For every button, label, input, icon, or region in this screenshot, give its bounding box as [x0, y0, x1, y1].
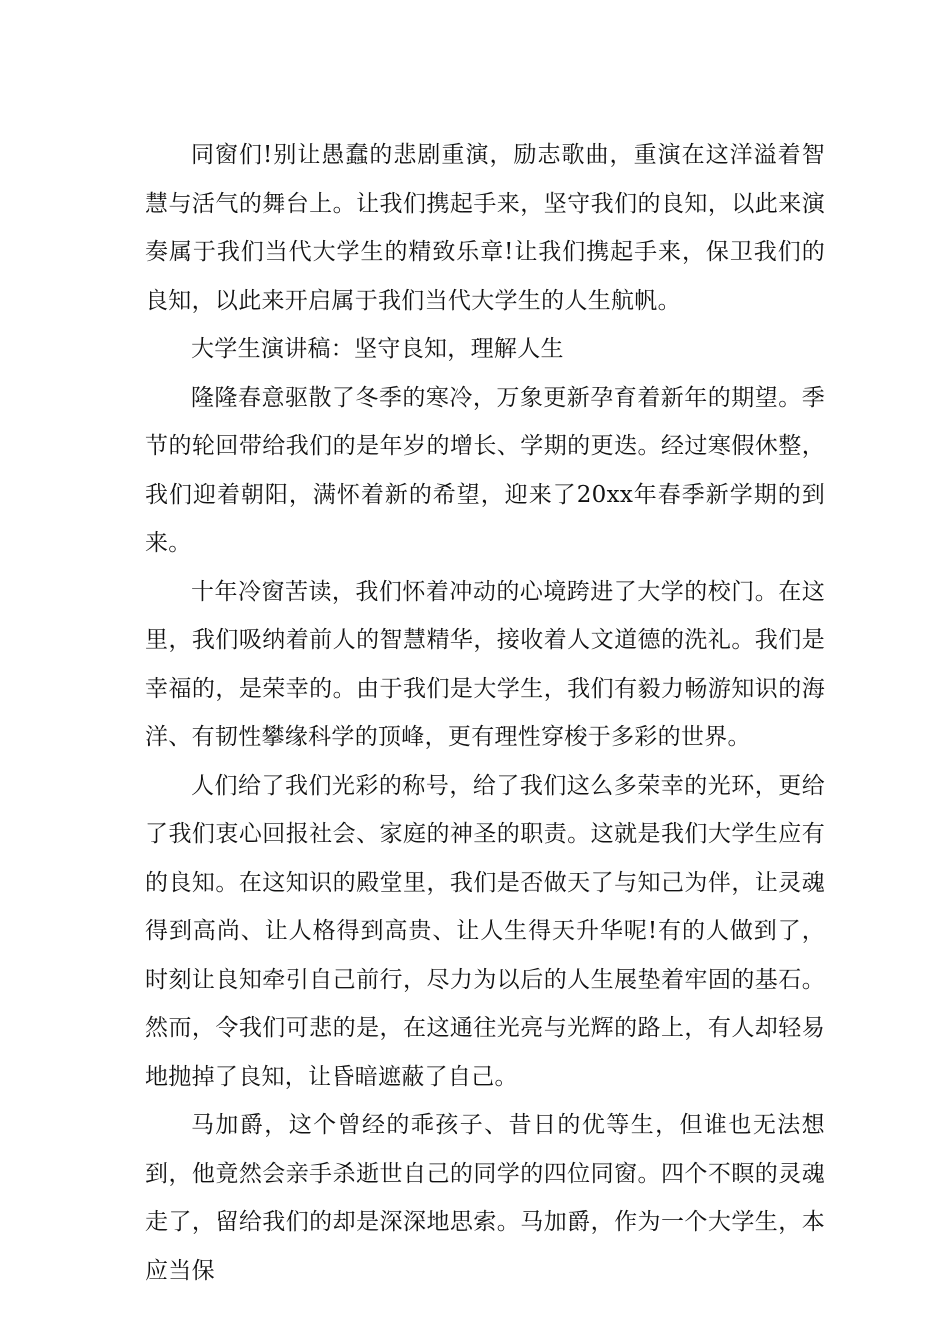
paragraph-spring-semester: 隆隆春意驱散了冬季的寒冷，万象更新孕育着新年的期望。季节的轮回带给我们的是年岁的增长、学期的更迭。经过寒假休整，我们迎着朝阳，满怀着新的希望，迎来了20xx年春季新学期的到来。: [145, 384, 825, 556]
paragraph-conscience-duty: 人们给了我们光彩的称号，给了我们这么多荣幸的光环，更给了我们衷心回报社会、家庭的神圣的职责。这就是我们大学生应有的良知。在这知识的殿堂里，我们是否做天了与知己为伴，让灵魂得到高尚、让人格得到高贵、让人生得天升华呢!有的人做到了，时刻让良知牵引自己前行，尽力为以后的人生展垫着牢固的基石。然而，令我们可悲的是，在这通往光亮与光辉的路上，有人却轻易地抛掉了良知，让昏暗遮蔽了自己。: [145, 772, 825, 1090]
paragraph-university-entry: 十年冷窗苦读，我们怀着冲动的心境跨进了大学的校门。在这里，我们吸纳着前人的智慧精华，接收着人文道德的洗礼。我们是幸福的，是荣幸的。由于我们是大学生，我们有毅力畅游知识的海洋、有韧性攀缘科学的顶峰，更有理性穿梭于多彩的世界。: [145, 578, 825, 750]
paragraph-ma-jiajue: 马加爵，这个曾经的乖孩子、昔日的优等生，但谁也无法想到，他竟然会亲手杀逝世自己的同学的四位同窗。四个不瞑的灵魂走了，留给我们的却是深深地思索。马加爵，作为一个大学生，本应当保: [145, 1112, 825, 1284]
speech-title: 大学生演讲稿：坚守良知，理解人生: [191, 336, 564, 362]
paragraph-closing-appeal: 同窗们!别让愚蠢的悲剧重演，励志歌曲，重演在这洋溢着智慧与活气的舞台上。让我们携起手来，坚守我们的良知，以此来演奏属于我们当代大学生的精致乐章!让我们携起手来，保卫我们的良知，以此来开启属于我们当代大学生的人生航帆。: [145, 142, 825, 314]
document-body: [145, 131, 825, 1295]
